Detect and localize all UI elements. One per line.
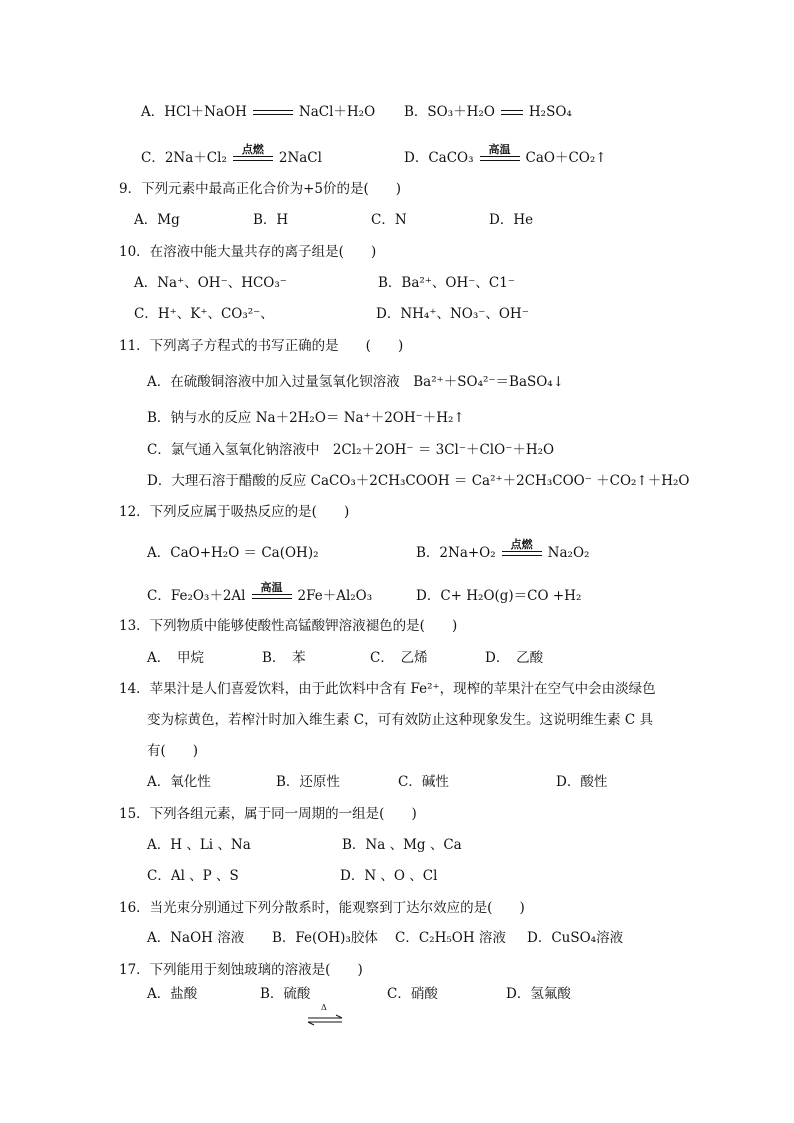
reaction-condition: 高温	[488, 143, 511, 156]
equals-sign	[253, 110, 293, 115]
q8-option-b	[404, 104, 572, 120]
q8-option-c	[141, 143, 322, 166]
q12-option-d: D．C+ H₂O(g)＝CO +H₂	[416, 588, 582, 604]
q16-stem: 16．当光束分别通过下列分散系时，能观察到丁达尔效应的是( )	[119, 900, 525, 916]
q13-option-d: D． 乙酸	[485, 650, 544, 666]
q12-stem: 12．下列反应属于吸热反应的是( )	[119, 504, 350, 520]
q14-option-d: D．酸性	[556, 774, 608, 790]
equation-rhs: H₂SO₄	[528, 104, 572, 120]
q16-option-a: A．NaOH 溶液	[147, 930, 245, 946]
condition-equals	[480, 143, 520, 161]
reaction-condition: 高温	[260, 581, 283, 594]
q17-stem: 17．下列能用于刻蚀玻璃的溶液是( )	[119, 962, 363, 978]
option-label: C．Fe₂O₃＋2Al	[147, 588, 246, 604]
q14-option-c: C．碱性	[398, 774, 449, 790]
condition-equals	[252, 581, 292, 599]
q14-stem-line1: 14．苹果汁是人们喜爱饮料，由于此饮料中含有 Fe²⁺，现榨的苹果汁在空气中会由淡绿色	[119, 681, 656, 697]
q15-option-a: A．H 、Li 、Na	[147, 837, 251, 853]
q13-option-c: C． 乙烯	[370, 650, 428, 666]
option-label: A．	[141, 104, 165, 120]
condition-equals	[233, 143, 273, 161]
q11-option-d: D．大理石溶于醋酸的反应 CaCO₃＋2CH₃COOH ＝ Ca²⁺＋2CH₃COO⁻ ＋CO₂↑＋H₂O	[147, 473, 690, 489]
equation-rhs: Na₂O₂	[547, 545, 590, 561]
q11-stem: 11．下列离子方程式的书写正确的是 ( )	[119, 338, 404, 354]
equation-lhs: HCl＋NaOH	[164, 104, 247, 120]
q16-option-c: C．C₂H₅OH 溶液	[395, 930, 506, 946]
q14-option-a: A．氧化性	[147, 774, 211, 790]
q10-stem: 10．在溶液中能大量共存的离子组是( )	[119, 244, 377, 260]
q9-stem: 9．下列元素中最高正化合价为+5价的是( )	[119, 181, 402, 197]
q13-option-b: B． 苯	[262, 650, 306, 666]
q11-option-a: A．在硫酸铜溶液中加入过量氢氧化钡溶液 Ba²⁺＋SO₄²⁻＝BaSO₄↓	[147, 374, 565, 390]
q9-option-c: C．N	[371, 212, 407, 228]
q12-option-b	[416, 538, 590, 561]
reaction-condition: 点燃	[510, 538, 533, 551]
q17-option-d: D．氢氟酸	[506, 986, 571, 1002]
q11-option-c: C．氯气通入氢氧化钠溶液中 2Cl₂＋2OH⁻ ＝ 3Cl⁻＋ClO⁻＋H₂O	[147, 442, 555, 458]
arrow-lines-icon	[306, 1004, 344, 1028]
q10-option-a: A．Na⁺、OH⁻、HCO₃⁻	[134, 275, 287, 291]
q16-option-d: D．CuSO₄溶液	[527, 930, 624, 946]
q9-option-a: A．Mg	[134, 212, 180, 228]
q14-option-b: B．还原性	[276, 774, 340, 790]
q14-stem-line3: 有( )	[147, 743, 199, 759]
option-label: C．	[141, 150, 165, 166]
equation-lhs: 2Na＋Cl₂	[164, 150, 227, 166]
reversible-arrow-symbol	[306, 1004, 344, 1028]
q12-option-c	[147, 581, 373, 604]
q8-option-a	[141, 104, 375, 120]
q13-option-a: A． 甲烷	[147, 650, 204, 666]
q15-stem: 15．下列各组元素，属于同一周期的一组是( )	[119, 806, 417, 822]
option-label: B．2Na+O₂	[416, 545, 496, 561]
q9-option-b: B．H	[253, 212, 289, 228]
equation-lhs: CaCO₃	[428, 150, 474, 166]
option-label: B．	[404, 104, 428, 120]
q14-stem-line2: 变为棕黄色，若榨汁时加入维生素 C，可有效防止这种现象发生。这说明维生素 C 具	[147, 712, 654, 728]
q15-option-d: D．N 、O 、Cl	[340, 868, 438, 884]
q10-option-d: D．NH₄⁺、NO₃⁻、OH⁻	[376, 306, 529, 322]
q10-option-c: C．H⁺、K⁺、CO₃²⁻、	[134, 306, 274, 322]
equation-rhs: CaO＋CO₂↑	[525, 150, 607, 166]
equation-rhs: 2Fe＋Al₂O₃	[297, 588, 373, 604]
equation-rhs: NaCl＋H₂O	[298, 104, 376, 120]
q17-option-b: B．硫酸	[260, 986, 311, 1002]
delta-label: Δ	[321, 1003, 327, 1012]
q16-option-b: B．Fe(OH)₃胶体	[272, 930, 378, 946]
q9-option-d: D．He	[489, 212, 534, 228]
reaction-condition: 点燃	[241, 143, 264, 156]
condition-equals	[502, 538, 542, 556]
equals-sign	[501, 110, 523, 115]
equation-lhs: SO₃＋H₂O	[427, 104, 495, 120]
q11-option-b: B．钠与水的反应 Na＋2H₂O＝ Na⁺＋2OH⁻＋H₂↑	[147, 410, 465, 426]
q17-option-a: A．盐酸	[147, 986, 198, 1002]
equation-rhs: 2NaCl	[278, 150, 322, 166]
q8-option-d	[404, 143, 607, 166]
q13-stem: 13．下列物质中能够使酸性高锰酸钾溶液褪色的是( )	[119, 618, 458, 634]
q15-option-b: B．Na 、Mg 、Ca	[342, 837, 462, 853]
q17-option-c: C．硝酸	[387, 986, 438, 1002]
q15-option-c: C．Al 、P 、S	[147, 868, 239, 884]
q12-option-a: A．CaO+H₂O ＝ Ca(OH)₂	[147, 545, 319, 561]
option-label: D．	[404, 150, 429, 166]
q10-option-b: B．Ba²⁺、OH⁻、C1⁻	[378, 275, 515, 291]
